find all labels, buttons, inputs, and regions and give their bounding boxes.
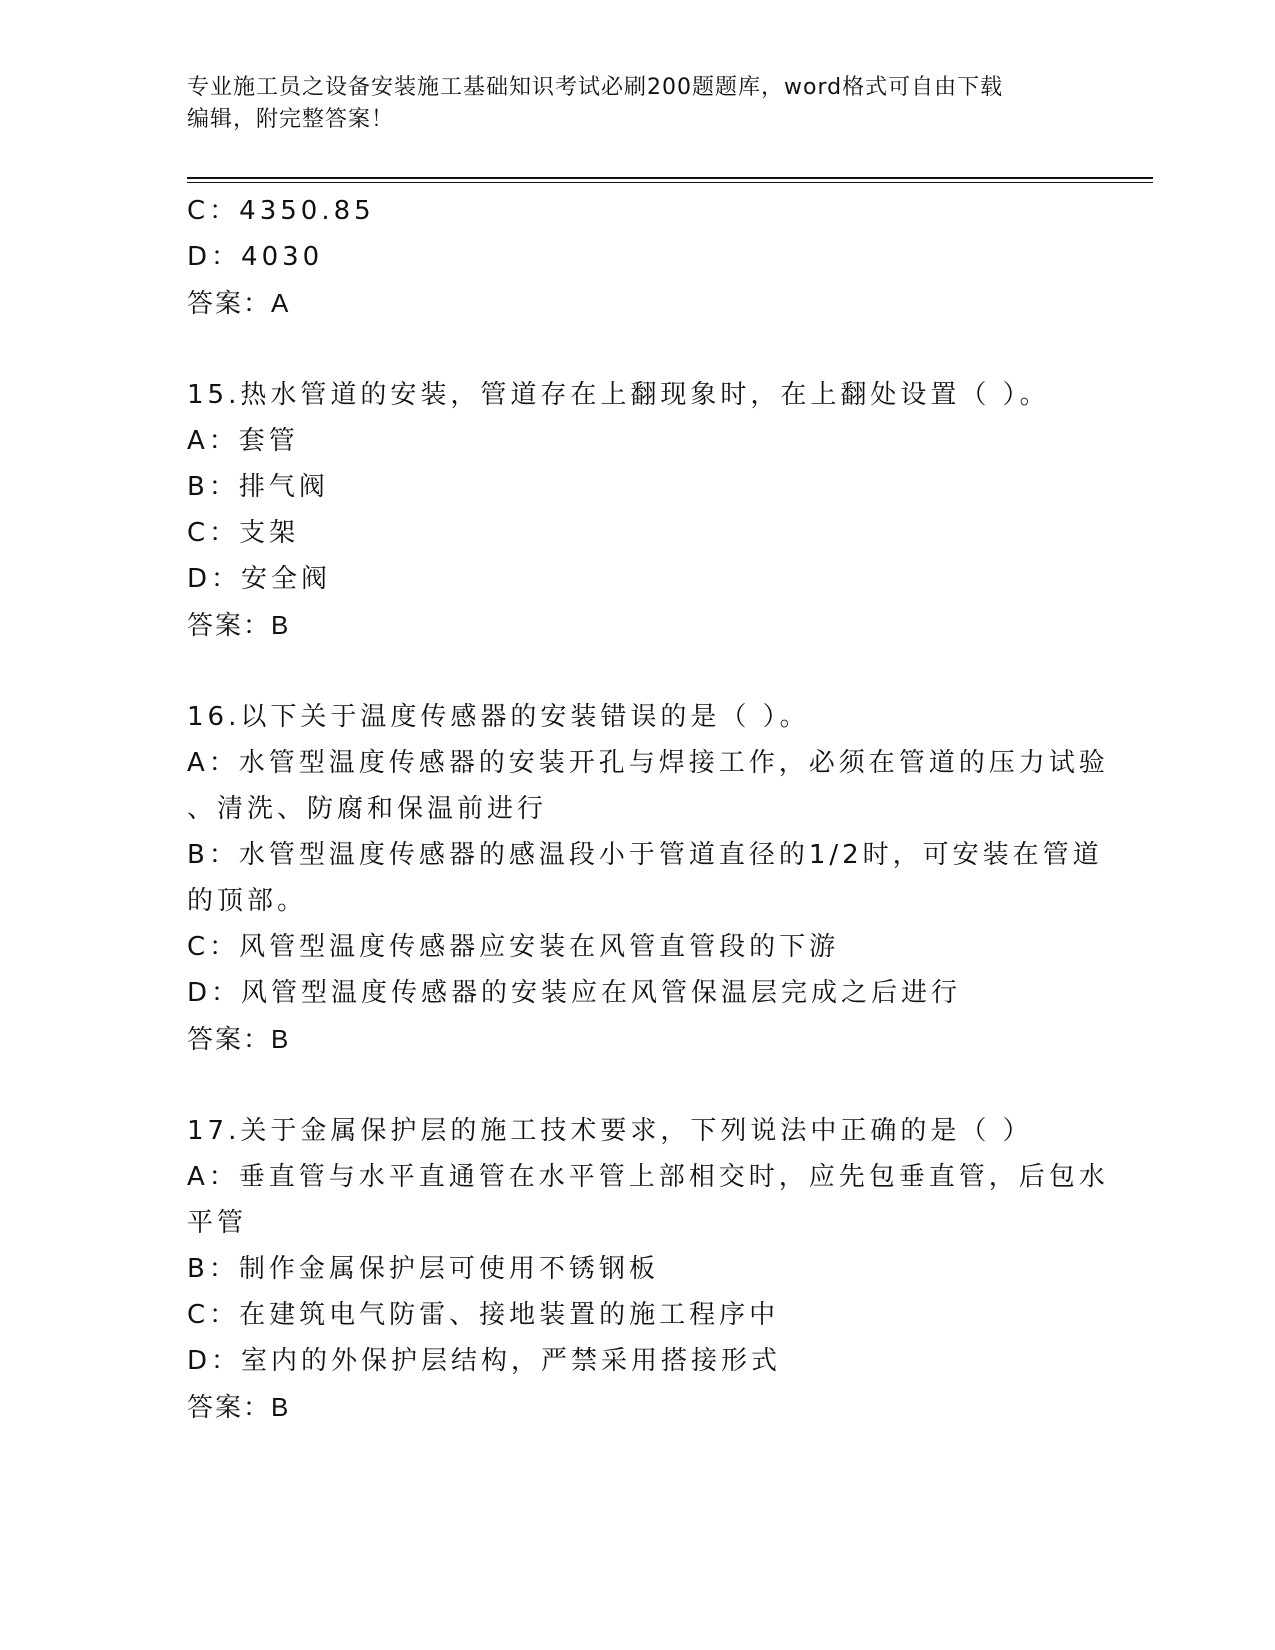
question-16: [187, 694, 1109, 1062]
option-d: D：4030: [187, 242, 324, 272]
previous-question-tail: [187, 188, 1087, 326]
question-list: [187, 188, 1109, 1430]
option-d: D：安全阀: [187, 564, 332, 594]
question-stem: 16.以下关于温度传感器的安装错误的是（ ）。: [187, 702, 810, 732]
question-stem: 17.关于金属保护层的施工技术要求，下列说法中正确的是（ ）: [187, 1116, 1033, 1146]
option-b: B：排气阀: [187, 472, 329, 502]
header-title-line-1: 专业施工员之设备安装施工基础知识考试必刷200题题库，word格式可自由下载: [187, 75, 1004, 100]
option-a-line-2: 平管: [187, 1208, 248, 1238]
question-stem: 15.热水管道的安装，管道存在上翻现象时，在上翻处设置（ ）。: [187, 380, 1050, 410]
answer-line: 答案：B: [187, 1024, 291, 1054]
answer-line: 答案：A: [187, 288, 291, 318]
spacer: [187, 326, 1087, 372]
option-c: C：4350.85: [187, 196, 375, 226]
header-rule-thick: [187, 177, 1153, 179]
answer-line: 答案：B: [187, 610, 291, 640]
spacer: [187, 1062, 1087, 1108]
header-title-line-2: 编辑，附完整答案！: [187, 107, 395, 132]
answer-line: 答案：B: [187, 1392, 291, 1422]
option-b-line-2: 的顶部。: [187, 886, 308, 916]
option-a: A：套管: [187, 426, 299, 456]
option-a-line-1: A：垂直管与水平直通管在水平管上部相交时，应先包垂直管，后包水: [187, 1162, 1109, 1192]
header-rule-thin: [187, 182, 1153, 183]
option-b: B：制作金属保护层可使用不锈钢板: [187, 1254, 659, 1284]
question-15: [187, 372, 1087, 648]
document-header: [187, 72, 1087, 136]
option-a-line-2: 、清洗、防腐和保温前进行: [187, 794, 548, 824]
option-c: C：支架: [187, 518, 300, 548]
spacer: [187, 648, 1087, 694]
option-d: D：风管型温度传感器的安装应在风管保温层完成之后进行: [187, 978, 962, 1008]
option-b-line-1: B：水管型温度传感器的感温段小于管道直径的1/2时，可安装在管道: [187, 840, 1103, 870]
option-a-line-1: A：水管型温度传感器的安装开孔与焊接工作，必须在管道的压力试验: [187, 748, 1109, 778]
option-c: C：在建筑电气防雷、接地装置的施工程序中: [187, 1300, 780, 1330]
question-17: [187, 1108, 1109, 1430]
option-d: D：室内的外保护层结构，严禁采用搭接形式: [187, 1346, 782, 1376]
option-c: C：风管型温度传感器应安装在风管直管段的下游: [187, 932, 840, 962]
